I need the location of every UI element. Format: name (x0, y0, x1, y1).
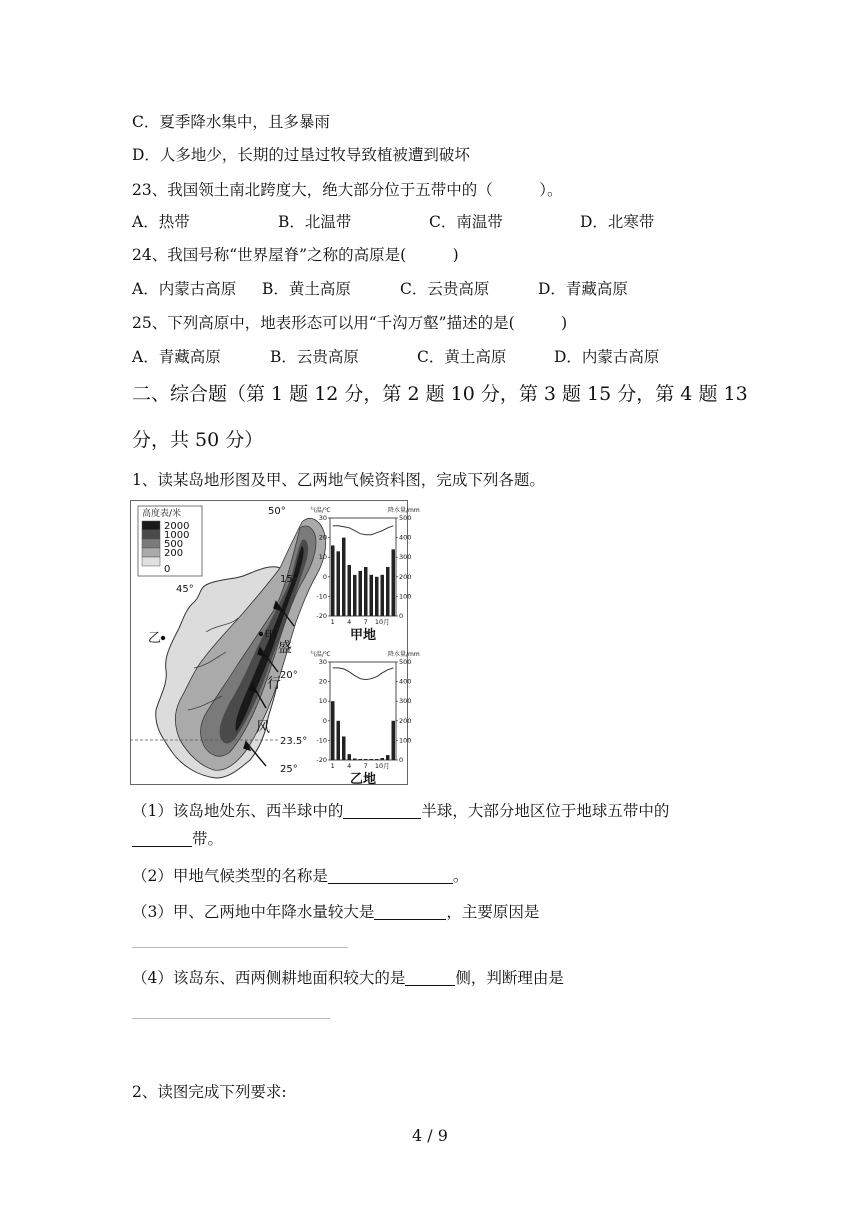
temp-tick-label: 0 (322, 716, 327, 725)
question-25: 25、下列高原中，地表形态可以用“千沟万壑”描述的是( ) (132, 314, 568, 332)
precip-bar (392, 549, 396, 616)
precip-bar (364, 567, 368, 616)
precip-bar (337, 551, 341, 616)
precip-tick-label: 400 (399, 677, 412, 686)
q1-intro: 1、读某岛地形图及甲、乙两地气候资料图，完成下列各题。 (132, 471, 545, 489)
q1-part2-text-b: 。 (452, 867, 469, 885)
precip-tick-label: 0 (399, 756, 404, 764)
temp-tick-label: 0 (322, 572, 327, 581)
option-d: D．北寒带 (580, 213, 655, 231)
month-tick-label: 7 (363, 762, 368, 770)
lon-label-50: 50° (268, 506, 286, 517)
q1-part1-text-a: （1）该岛地处东、西半球中的 (132, 802, 344, 820)
temp-tick-label: -10 (316, 736, 327, 745)
precip-tick-label: 400 (399, 533, 412, 542)
precip-tick-label: 200 (399, 716, 412, 725)
option-c: C．黄土高原 (417, 348, 507, 366)
option-b: B．云贵高原 (270, 348, 359, 366)
precip-bar (331, 545, 335, 616)
temp-axis-label: 气温/℃ (310, 507, 331, 514)
q1-part4-text-a: （4）该岛东、西两侧耕地面积较大的是 (132, 969, 406, 987)
option-a: A．内蒙古高原 (132, 280, 237, 298)
q1-part3-text-a: （3）甲、乙两地中年降水量较大是 (132, 903, 375, 921)
lat-label-20: 20° (280, 670, 298, 681)
legend-title: 高度表/米 (142, 509, 182, 519)
island-figure (130, 500, 420, 787)
precip-bar (370, 575, 374, 616)
lat-label-15: 15° (280, 574, 298, 585)
answer-line[interactable] (132, 1018, 330, 1019)
option-d: D．内蒙古高原 (554, 348, 660, 366)
lat-label-23-5: 23.5° (280, 736, 308, 747)
precip-bar (364, 759, 368, 760)
page-number: 4 / 9 (412, 1126, 448, 1145)
lon-label-45: 45° (176, 584, 194, 595)
temp-tick-label: -20 (316, 612, 327, 620)
q1-part3 (132, 902, 539, 922)
precip-bar (342, 736, 346, 760)
precip-tick-label: 200 (399, 572, 412, 581)
q2-intro: 2、读图完成下列要求: (132, 1083, 287, 1101)
legend-label: 200 (164, 548, 184, 559)
question-24: 24、我国号称“世界屋脊”之称的高原是( ) (132, 246, 459, 264)
place-marker-jia (259, 632, 263, 636)
precip-bar (392, 721, 396, 760)
precip-bar (348, 754, 352, 760)
precip-tick-label: 500 (399, 658, 412, 666)
wind-char: 盛 (278, 640, 292, 656)
precip-bar (375, 577, 379, 616)
q1-part1-text-b: 半球，大部分地区位于地球五带中的 (421, 802, 670, 820)
legend-swatch (142, 548, 160, 557)
option-c: C．云贵高原 (400, 280, 490, 298)
option-a: A．青藏高原 (132, 348, 221, 366)
answer-blank[interactable] (343, 802, 421, 819)
elevation-legend (138, 506, 202, 576)
precip-bar (353, 575, 357, 616)
option-a: A．热带 (132, 213, 190, 231)
precip-bar (381, 575, 385, 616)
precip-bar (348, 565, 352, 616)
wind-char: 行 (267, 676, 281, 692)
month-tick-label: 7 (363, 618, 368, 626)
option-d-line: D．人多地少，长期的过垦过牧导致植被遭到破坏 (132, 146, 470, 164)
precip-bar (375, 759, 379, 760)
temp-tick-label: 30 (318, 658, 327, 666)
temp-tick-label: 10 (318, 553, 327, 562)
legend-label: 500 (164, 539, 184, 550)
precip-tick-label: 300 (399, 553, 412, 562)
answer-blank[interactable] (328, 867, 453, 884)
q1-part4-text-b: 侧，判断理由是 (455, 969, 564, 987)
precip-bar (342, 538, 346, 616)
precip-tick-label: 0 (399, 612, 404, 620)
temp-axis-label: 气温/℃ (310, 651, 331, 658)
temp-tick-label: -10 (316, 592, 327, 601)
legend-label: 0 (164, 564, 171, 575)
precip-bar (359, 571, 363, 616)
precip-bar (353, 758, 357, 760)
option-d: D．青藏高原 (538, 280, 628, 298)
month-tick-label: 1 (330, 762, 335, 770)
temp-tick-label: 20 (318, 677, 327, 686)
place-marker-yi (161, 636, 165, 640)
precip-bar (337, 721, 341, 760)
question-23: 23、我国领土南北跨度大，绝大部分位于五带中的（ ）。 (132, 181, 563, 199)
legend-swatch (142, 539, 160, 548)
legend-swatch (142, 530, 160, 539)
legend-label: 2000 (164, 521, 190, 532)
q1-part4 (132, 968, 564, 988)
precip-bar (331, 701, 335, 760)
chart-title: 甲地 (349, 628, 377, 643)
chart-title: 乙地 (349, 772, 377, 787)
option-c: C．南温带 (429, 213, 503, 231)
option-b: B．黄土高原 (262, 280, 351, 298)
q1-part2 (132, 866, 468, 886)
answer-blank[interactable] (405, 969, 455, 986)
precip-tick-label: 300 (399, 697, 412, 706)
wind-char: 风 (256, 720, 270, 736)
precip-tick-label: 100 (399, 592, 412, 601)
q1-part1-text-c: 带。 (192, 830, 224, 848)
precip-tick-label: 500 (399, 514, 412, 522)
section-heading: 二、综合题（第 1 题 12 分，第 2 题 10 分，第 3 题 15 分，第 4 题 13 (132, 383, 748, 405)
temp-tick-label: 10 (318, 697, 327, 706)
month-tick-label: 10月 (374, 618, 390, 626)
temp-tick-label: 30 (318, 514, 327, 522)
option-c-line: C．夏季降水集中，且多暴雨 (132, 113, 330, 131)
place-label-jia: 甲 (264, 629, 278, 644)
answer-blank[interactable] (374, 903, 446, 920)
q1-part1-cont (132, 829, 223, 849)
month-tick-label: 4 (347, 762, 352, 770)
precip-axis-label: 降水量/mm (388, 507, 420, 514)
precip-bar (386, 755, 390, 760)
month-tick-label: 1 (330, 618, 335, 626)
place-label-yi: 乙 (148, 631, 162, 646)
precip-axis-label: 降水量/mm (388, 651, 420, 658)
q1-part1 (132, 801, 669, 821)
month-tick-label: 10月 (374, 762, 390, 770)
legend-swatch (142, 557, 160, 566)
precip-bar (370, 759, 374, 760)
precip-tick-label: 100 (399, 736, 412, 745)
lat-label-25: 25° (280, 764, 298, 775)
month-tick-label: 4 (347, 618, 352, 626)
temp-tick-label: -20 (316, 756, 327, 764)
legend-label: 1000 (164, 530, 190, 541)
precip-bar (359, 759, 363, 760)
option-b: B．北温带 (278, 213, 352, 231)
answer-line[interactable] (132, 947, 348, 948)
section-heading-cont: 分，共 50 分） (132, 429, 264, 451)
answer-blank[interactable] (132, 830, 192, 847)
temp-tick-label: 20 (318, 533, 327, 542)
legend-swatch (142, 521, 160, 530)
q1-part2-text-a: （2）甲地气候类型的名称是 (132, 867, 328, 885)
precip-bar (386, 567, 390, 616)
precip-bar (381, 758, 385, 760)
q1-part3-text-b: ，主要原因是 (446, 903, 540, 921)
